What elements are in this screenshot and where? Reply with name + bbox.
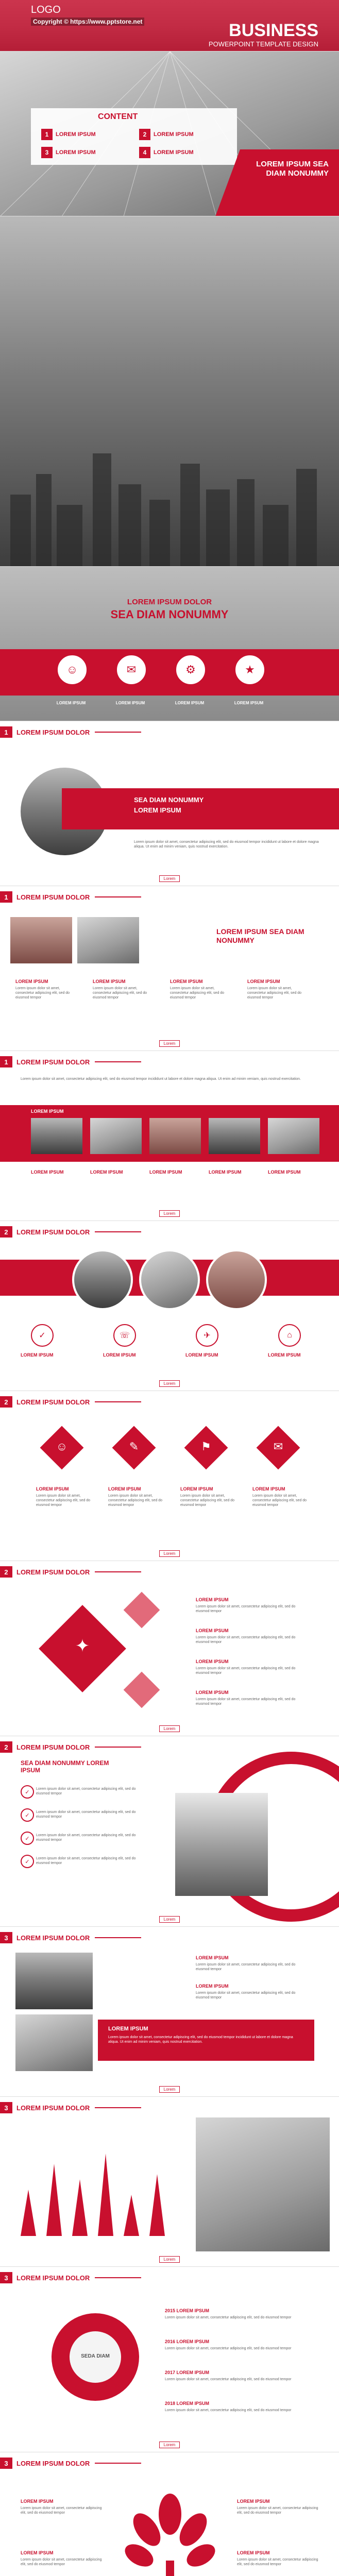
slide11-header	[0, 1932, 141, 1943]
section1-icon-3: ⚙	[175, 654, 206, 685]
section1-heading1: LOREM IPSUM DOLOR	[127, 598, 212, 606]
slide6-photo-4	[209, 1118, 260, 1154]
slide9-txt-2: Lorem ipsum dolor sit amet, consectetur adipiscing elit, sed do eiusmod tempor	[196, 1636, 296, 1644]
slide14-lbl-4: LOREM IPSUM	[237, 2550, 270, 2555]
contents-num-3: 3	[41, 147, 53, 158]
contents-num-1: 1	[41, 129, 53, 140]
slide-section-1	[0, 567, 339, 721]
slide10-list-2: Lorem ipsum dolor sit amet, consectetur adipiscing elit, sed do eiusmod tempor	[36, 1810, 136, 1819]
slide7-header	[0, 1226, 141, 1238]
slide7-circle-1	[72, 1249, 133, 1310]
cover-title: BUSINESS	[229, 21, 318, 40]
slide9-header	[0, 1566, 141, 1578]
slide-14	[0, 2452, 339, 2576]
slide11-txt-2: Lorem ipsum dolor sit amet, consectetur adipiscing elit, sed do eiusmod tempor	[196, 1991, 296, 1999]
slide5-header	[0, 891, 141, 903]
slide6-title-bar	[95, 1061, 141, 1062]
slide9-diamond-small-1	[124, 1592, 160, 1629]
section1-label-4: LOREM IPSUM	[234, 701, 264, 705]
slide14-lbl-2: LOREM IPSUM	[21, 2550, 54, 2555]
contents-item-3[interactable]	[41, 147, 96, 158]
slide10-title-bar	[95, 1747, 141, 1748]
slide10-footer	[0, 1914, 339, 1923]
slide5-txt-2: Lorem ipsum dolor sit amet, consectetur adipiscing elit, sed do eiusmod tempor	[93, 987, 147, 999]
slide6-lbl-2: LOREM IPSUM	[90, 1170, 123, 1175]
slide10-num: 2	[0, 1741, 12, 1753]
slide5-txt-3: Lorem ipsum dolor sit amet, consectetur adipiscing elit, sed do eiusmod tempor	[170, 987, 225, 999]
slide5-txt-1: Lorem ipsum dolor sit amet, consectetur adipiscing elit, sed do eiusmod tempor	[15, 987, 70, 999]
slide13-num: 3	[0, 2272, 12, 2283]
slide9-title-bar	[95, 1571, 141, 1572]
slide4-footer-tag: Lorem	[159, 875, 180, 882]
slide5-footer	[0, 1038, 339, 1047]
section1-label-3: LOREM IPSUM	[175, 701, 205, 705]
slide7-circle-2	[139, 1249, 200, 1310]
slide-9	[0, 1561, 339, 1736]
slide13-year-text-1: Lorem ipsum dolor sit amet, consectetur adipiscing elit, sed do eiusmod tempor	[165, 2316, 292, 2319]
slide12-footer-tag: Lorem	[159, 2256, 180, 2263]
slide5-photo-2	[77, 917, 139, 963]
slide10-list-icon-1: ✓	[21, 1785, 34, 1799]
slide13-footer	[0, 2439, 339, 2449]
cover-copyright: Copyright © https://www.pptstore.net	[31, 18, 144, 26]
slide14-txt-4: Lorem ipsum dolor sit amet, consectetur adipiscing elit, sed do eiusmod tempor	[237, 2558, 318, 2566]
contents-num-4: 4	[139, 147, 150, 158]
slide-11	[0, 1927, 339, 2097]
slide6-num: 1	[0, 1056, 12, 1067]
slide11-lbl-2: LOREM IPSUM	[196, 1984, 229, 1989]
slide12-header	[0, 2102, 141, 2113]
slide9-txt-4: Lorem ipsum dolor sit amet, consectetur adipiscing elit, sed do eiusmod tempor	[196, 1698, 296, 1706]
contents-item-4[interactable]	[139, 147, 194, 158]
slide9-num: 2	[0, 1566, 12, 1578]
slide8-title-bar	[95, 1401, 141, 1402]
slide8-lbl-2: LOREM IPSUM	[108, 1486, 141, 1492]
slide-10	[0, 1736, 339, 1927]
slide13-year-1: 2015 LOREM IPSUM	[165, 2308, 210, 2313]
slide9-diamond-small-2	[124, 1672, 160, 1708]
slide5-heading: LOREM IPSUM SEA DIAM NONUMMY	[216, 927, 304, 944]
contents-label-4: LOREM IPSUM	[154, 149, 194, 156]
slide10-list-icon-4: ✓	[21, 1855, 34, 1868]
slide6-footer	[0, 1208, 339, 1217]
slide14-lbl-1: LOREM IPSUM	[21, 2499, 54, 2504]
slide8-num: 2	[0, 1396, 12, 1408]
slide8-icon-3: ⚑	[201, 1440, 211, 1453]
slide6-tag: LOREM IPSUM	[31, 1109, 64, 1114]
slide8-icon-2: ✎	[129, 1440, 139, 1453]
slide6-photo-3	[149, 1118, 201, 1154]
slide6-lbl-4: LOREM IPSUM	[209, 1170, 242, 1175]
slide5-lbl-4: LOREM IPSUM	[247, 979, 280, 984]
section1-label-1: LOREM IPSUM	[56, 701, 86, 705]
slide4-band-title: SEA DIAM NONUMMY	[134, 796, 204, 804]
slide11-box-text: Lorem ipsum dolor sit amet, consectetur adipiscing elit, sed do eiusmod tempor incididunt ut labore et dolore magna aliqua. Ut enim ad minim veniam, quis nostrud exercitation.	[108, 2036, 293, 2044]
slide5-title: LOREM IPSUM DOLOR	[16, 893, 90, 901]
slide14-lbl-3: LOREM IPSUM	[237, 2499, 270, 2504]
slide13-title-bar	[95, 2277, 141, 2278]
slide6-title: LOREM IPSUM DOLOR	[16, 1058, 90, 1066]
slide6-text: Lorem ipsum dolor sit amet, consectetur adipiscing elit, sed do eiusmod tempor incididunt ut labore et dolore magna aliqua. Ut enim ad minim veniam, quis nostrud exercitation.	[21, 1077, 301, 1081]
contents-item-2[interactable]	[139, 129, 194, 140]
slide14-header	[0, 2458, 141, 2469]
slide-12	[0, 2097, 339, 2267]
slide5-num: 1	[0, 891, 12, 903]
slide7-lbl-2: LOREM IPSUM	[103, 1352, 136, 1358]
slide11-title: LOREM IPSUM DOLOR	[16, 1934, 90, 1942]
slide9-txt-3: Lorem ipsum dolor sit amet, consectetur adipiscing elit, sed do eiusmod tempor	[196, 1667, 296, 1675]
slide13-year-text-4: Lorem ipsum dolor sit amet, consectetur adipiscing elit, sed do eiusmod tempor	[165, 2409, 292, 2412]
contents-side-title: LOREM IPSUM SEA DIAM NONUMMY	[256, 160, 329, 178]
slide11-footer-tag: Lorem	[159, 2086, 180, 2093]
section1-background	[0, 567, 339, 721]
slide10-header	[0, 1741, 141, 1753]
slide4-band	[62, 788, 339, 829]
slide9-lbl-1: LOREM IPSUM	[196, 1597, 229, 1602]
slide5-photo-1	[10, 917, 72, 963]
section1-band	[0, 649, 339, 696]
slide-cover	[0, 0, 339, 52]
slide10-list-3: Lorem ipsum dolor sit amet, consectetur adipiscing elit, sed do eiusmod tempor	[36, 1834, 136, 1842]
slide14-title-bar	[95, 2463, 141, 2464]
slide-8	[0, 1391, 339, 1561]
slide-4	[0, 721, 339, 886]
contents-label-1: LOREM IPSUM	[56, 131, 96, 138]
contents-heading: CONTENT	[98, 112, 138, 121]
slide5-lbl-3: LOREM IPSUM	[170, 979, 203, 984]
slide14-num: 3	[0, 2458, 12, 2469]
slide7-circle-3	[206, 1249, 267, 1310]
slide10-list-icon-3: ✓	[21, 1832, 34, 1845]
slide11-lbl-1: LOREM IPSUM	[196, 1955, 229, 1960]
slide9-title: LOREM IPSUM DOLOR	[16, 1568, 90, 1576]
slide6-lbl-1: LOREM IPSUM	[31, 1170, 64, 1175]
slide5-footer-tag: Lorem	[159, 1040, 180, 1047]
slide7-icon-1: ✓	[31, 1324, 54, 1347]
slide7-lbl-3: LOREM IPSUM	[185, 1352, 218, 1358]
slide12-photo	[196, 2117, 330, 2251]
slide12-spike-graphic	[10, 2133, 175, 2236]
slide7-lbl-4: LOREM IPSUM	[268, 1352, 301, 1358]
contents-item-1[interactable]	[41, 129, 96, 140]
slide8-lbl-3: LOREM IPSUM	[180, 1486, 213, 1492]
slide8-txt-4: Lorem ipsum dolor sit amet, consectetur adipiscing elit, sed do eiusmod tempor	[252, 1494, 307, 1507]
cover-subtitle: POWERPOINT TEMPLATE DESIGN	[208, 40, 318, 48]
slide8-footer	[0, 1548, 339, 1557]
slide10-list-1: Lorem ipsum dolor sit amet, consectetur adipiscing elit, sed do eiusmod tempor	[36, 1787, 136, 1795]
slide5-txt-4: Lorem ipsum dolor sit amet, consectetur adipiscing elit, sed do eiusmod tempor	[247, 987, 302, 999]
slide13-year-text-2: Lorem ipsum dolor sit amet, consectetur adipiscing elit, sed do eiusmod tempor	[165, 2347, 292, 2350]
slide13-year-2: 2016 LOREM IPSUM	[165, 2339, 210, 2344]
slide14-txt-3: Lorem ipsum dolor sit amet, consectetur adipiscing elit, sed do eiusmod tempor	[237, 2506, 318, 2515]
section1-icon-2: ✉	[116, 654, 147, 685]
slide4-title: LOREM IPSUM DOLOR	[16, 728, 90, 736]
slide13-footer-tag: Lorem	[159, 2442, 180, 2448]
slide10-heading: SEA DIAM NONUMMY LOREM IPSUM	[21, 1759, 109, 1774]
slide13-title: LOREM IPSUM DOLOR	[16, 2274, 90, 2282]
slide10-list-icon-2: ✓	[21, 1808, 34, 1822]
slide4-text: Lorem ipsum dolor sit amet, consectetur adipiscing elit, sed do eiusmod tempor incididunt ut labore et dolore magna aliqua. Ut enim ad minim veniam, quis nostrud exercitation.	[134, 840, 319, 849]
slide-contents	[0, 52, 339, 216]
slide14-tree-graphic	[118, 2483, 222, 2576]
slide8-header	[0, 1396, 141, 1408]
slide8-icon-1: ☺	[56, 1440, 68, 1453]
slide8-txt-1: Lorem ipsum dolor sit amet, consectetur adipiscing elit, sed do eiusmod tempor	[36, 1494, 91, 1507]
slide13-year-text-3: Lorem ipsum dolor sit amet, consectetur adipiscing elit, sed do eiusmod tempor	[165, 2378, 292, 2381]
slide6-lbl-3: LOREM IPSUM	[149, 1170, 182, 1175]
slide-5	[0, 886, 339, 1051]
slide4-header	[0, 726, 141, 738]
slide7-num: 2	[0, 1226, 12, 1238]
contents-card	[31, 108, 237, 165]
slide13-circle-text: SEDA DIAM	[81, 2353, 110, 2359]
slide7-lbl-1: LOREM IPSUM	[21, 1352, 54, 1358]
slide10-people-photo	[175, 1793, 268, 1896]
slide11-num: 3	[0, 1932, 12, 1943]
slide10-footer-tag: Lorem	[159, 1916, 180, 1923]
slide14-txt-1: Lorem ipsum dolor sit amet, consectetur adipiscing elit, sed do eiusmod tempor	[21, 2506, 102, 2515]
slide8-txt-3: Lorem ipsum dolor sit amet, consectetur adipiscing elit, sed do eiusmod tempor	[180, 1494, 235, 1507]
slide5-title-bar	[95, 896, 141, 897]
slide7-icon-2: ☏	[113, 1324, 136, 1347]
slide7-footer	[0, 1378, 339, 1387]
slide11-photo-1	[15, 1953, 93, 2009]
cover-logo: LOGO	[31, 4, 61, 15]
slide11-txt-1: Lorem ipsum dolor sit amet, consectetur adipiscing elit, sed do eiusmod tempor	[196, 1963, 296, 1971]
slide4-footer	[0, 873, 339, 883]
contents-label-3: LOREM IPSUM	[56, 149, 96, 156]
slide13-header	[0, 2272, 141, 2283]
slide-city-feature	[0, 216, 339, 567]
section1-heading2: SEA DIAM NONUMMY	[110, 608, 229, 621]
slide6-footer-tag: Lorem	[159, 1210, 180, 1217]
slide4-band-sub: LOREM IPSUM	[134, 806, 181, 814]
slide13-year-4: 2018 LOREM IPSUM	[165, 2401, 210, 2406]
slide11-box-label: LOREM IPSUM	[108, 2026, 148, 2032]
slide4-num: 1	[0, 726, 12, 738]
slide8-title: LOREM IPSUM DOLOR	[16, 1398, 90, 1406]
slide-7	[0, 1221, 339, 1391]
section1-label-2: LOREM IPSUM	[115, 701, 145, 705]
slide5-lbl-1: LOREM IPSUM	[15, 979, 48, 984]
slide5-lbl-2: LOREM IPSUM	[93, 979, 126, 984]
slide8-lbl-4: LOREM IPSUM	[252, 1486, 285, 1492]
slide8-txt-2: Lorem ipsum dolor sit amet, consectetur adipiscing elit, sed do eiusmod tempor	[108, 1494, 163, 1507]
slide6-photo-5	[268, 1118, 319, 1154]
slide10-title: LOREM IPSUM DOLOR	[16, 1743, 90, 1751]
slide4-title-bar	[95, 732, 141, 733]
slide10-list-4: Lorem ipsum dolor sit amet, consectetur adipiscing elit, sed do eiusmod tempor	[36, 1857, 136, 1865]
slide9-footer	[0, 1723, 339, 1733]
slide8-footer-tag: Lorem	[159, 1550, 180, 1557]
slide7-title-bar	[95, 1231, 141, 1232]
slide14-title: LOREM IPSUM DOLOR	[16, 2459, 90, 2467]
slide8-lbl-1: LOREM IPSUM	[36, 1486, 69, 1492]
slide12-footer	[0, 2254, 339, 2263]
slide7-icon-3: ✈	[196, 1324, 218, 1347]
slide9-lbl-2: LOREM IPSUM	[196, 1628, 229, 1633]
slide12-num: 3	[0, 2102, 12, 2113]
section1-icon-1: ☺	[57, 654, 88, 685]
slide9-lbl-3: LOREM IPSUM	[196, 1659, 229, 1664]
slide6-photo-2	[90, 1118, 142, 1154]
contents-label-2: LOREM IPSUM	[154, 131, 194, 138]
slide8-icon-4: ✉	[273, 1440, 283, 1453]
slide11-footer	[0, 2084, 339, 2093]
contents-num-2: 2	[139, 129, 150, 140]
slide14-txt-2: Lorem ipsum dolor sit amet, consectetur adipiscing elit, sed do eiusmod tempor	[21, 2558, 102, 2566]
slide7-title: LOREM IPSUM DOLOR	[16, 1228, 90, 1236]
slide7-icon-4: ⌂	[278, 1324, 301, 1347]
slide6-header	[0, 1056, 141, 1067]
slide9-txt-1: Lorem ipsum dolor sit amet, consectetur adipiscing elit, sed do eiusmod tempor	[196, 1605, 296, 1613]
slide6-photo-1	[31, 1118, 82, 1154]
slide-13	[0, 2267, 339, 2452]
slide11-photo-2	[15, 2014, 93, 2071]
slide9-lbl-4: LOREM IPSUM	[196, 1690, 229, 1695]
slide12-title-bar	[95, 2107, 141, 2108]
slide6-lbl-5: LOREM IPSUM	[268, 1170, 301, 1175]
slide9-footer-tag: Lorem	[159, 1725, 180, 1732]
slide11-title-bar	[95, 1937, 141, 1938]
slide7-footer-tag: Lorem	[159, 1380, 180, 1387]
slide-6	[0, 1051, 339, 1221]
slide9-map-icon: ✦	[75, 1636, 90, 1656]
slide12-title: LOREM IPSUM DOLOR	[16, 2104, 90, 2112]
section1-icon-4: ★	[234, 654, 265, 685]
slide13-year-3: 2017 LOREM IPSUM	[165, 2370, 210, 2375]
